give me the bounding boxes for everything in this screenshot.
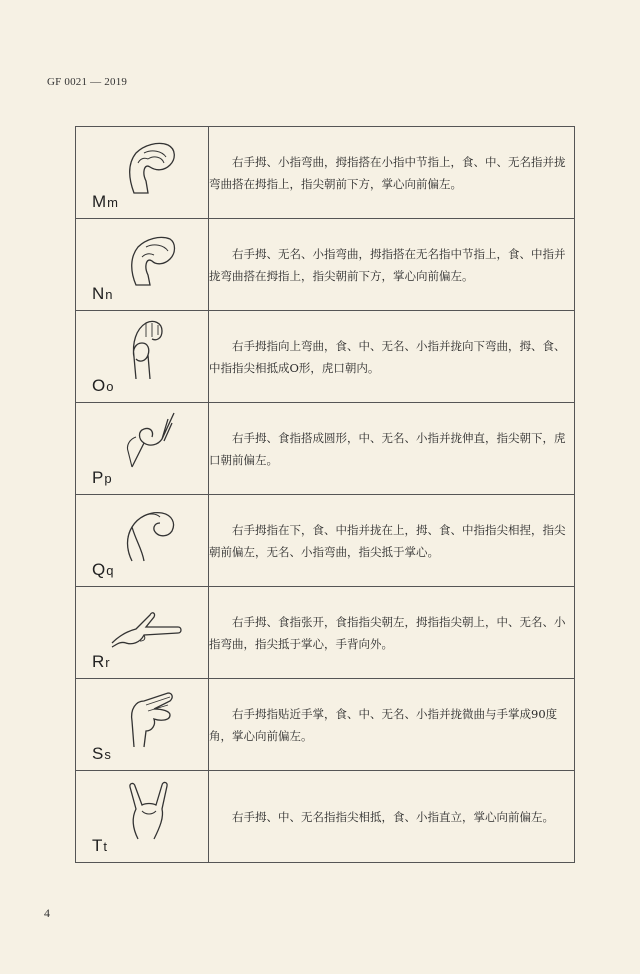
hand-sign-p-icon — [114, 409, 184, 473]
table-row — [76, 679, 575, 771]
document-header: GF 0021 — 2019 — [47, 76, 128, 88]
table-row — [76, 771, 575, 863]
hand-sign-t-icon — [114, 777, 184, 841]
letter-label: Mm — [92, 192, 120, 211]
table-row — [76, 403, 575, 495]
hand-sign-o-icon — [114, 317, 184, 381]
table-row — [76, 587, 575, 679]
manual-alphabet-table — [75, 126, 575, 863]
description-text: 右手拇指向上弯曲，食、中、无名、小指并拢向下弯曲，拇、食、中指指尖相抵成O形，虎口朝内。 — [209, 311, 575, 403]
letter-label: Ss — [92, 744, 112, 763]
hand-sign-n-icon — [114, 225, 184, 289]
page-number: 4 — [44, 906, 50, 920]
description-text: 右手拇指贴近手掌，食、中、无名、小指并拢微曲与手掌成90度角，掌心向前偏左。 — [209, 679, 575, 771]
description-text: 右手拇、食指张开，食指指尖朝左，拇指指尖朝上，中、无名、小指弯曲，指尖抵于掌心，手背向外。 — [209, 587, 575, 679]
letter-label: Oo — [92, 376, 115, 395]
description-text: 右手拇、中、无名指指尖相抵，食、小指直立，掌心向前偏左。 — [209, 771, 575, 863]
description-text: 右手拇指在下，食、中指并拢在上，拇、食、中指指尖相捏，指尖朝前偏左，无名、小指弯曲，指尖抵于掌心。 — [209, 495, 575, 587]
description-text: 右手拇、食指搭成圆形，中、无名、小指并拢伸直，指尖朝下，虎口朝前偏左。 — [209, 403, 575, 495]
letter-label: Tt — [92, 836, 109, 855]
letter-label: Nn — [92, 284, 114, 303]
hand-sign-q-icon — [114, 501, 184, 565]
letter-label: Pp — [92, 468, 113, 487]
hand-sign-r-icon — [106, 593, 186, 657]
table-row — [76, 311, 575, 403]
hand-sign-m-icon — [114, 133, 184, 197]
description-text: 右手拇、小指弯曲，拇指搭在小指中节指上，食、中、无名指并拢弯曲搭在拇指上，指尖朝前下方，掌心向前偏左。 — [209, 127, 575, 219]
table-row — [76, 219, 575, 311]
hand-sign-s-icon — [114, 685, 184, 749]
table-row — [76, 127, 575, 219]
letter-label: Rr — [92, 652, 111, 671]
letter-label: Qq — [92, 560, 115, 579]
description-text: 右手拇、无名、小指弯曲，拇指搭在无名指中节指上，食、中指并拢弯曲搭在拇指上，指尖朝前下方，掌心向前偏左。 — [209, 219, 575, 311]
table-row — [76, 495, 575, 587]
